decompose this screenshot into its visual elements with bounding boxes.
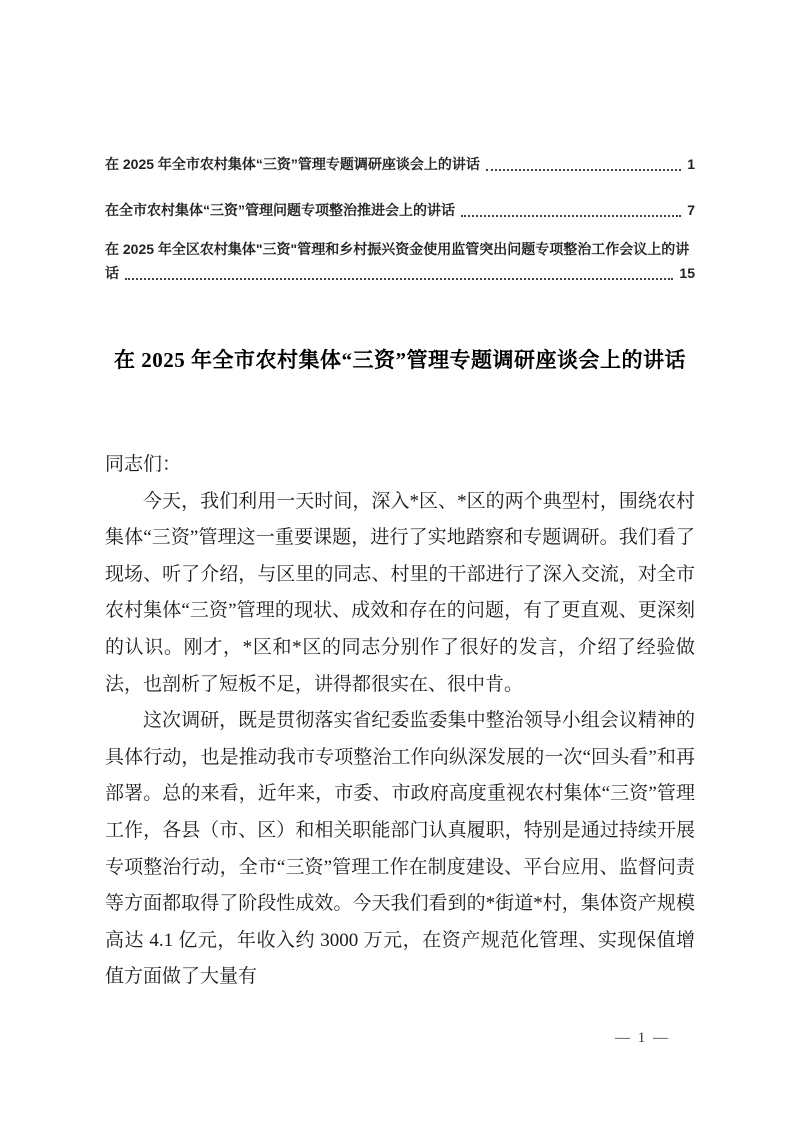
toc-page-number: 7 (687, 202, 695, 218)
article-title: 在 2025 年全市农村集体“三资”管理专题调研座谈会上的讲话 (114, 348, 686, 372)
paragraph-2: 这次调研，既是贯彻落实省纪委监委集中整治领导小组会议精神的具体行动，也是推动我市专项整治工作向纵深发展的一次“回头看”和再部署。总的来看，近年来，市委、市政府高度重视农村集体“三资”管理工作，各县（市、区）和相关职能部门认真履职，特别是通过持续开展专项整治行动，全市“三资”管理工作在制度建设、平台应用、监督问责等方面都取得了阶段性成效。今天我们看到的*街道*村，集体资产规模高达 4.1 亿元，年收入约 3000 万元，在资产规范化管理、实现保值增值方面做了大量有 (105, 710, 695, 988)
toc-page-number: 15 (679, 265, 695, 281)
toc-entry-3 (105, 237, 695, 285)
article-body (105, 447, 695, 996)
table-of-contents (105, 152, 695, 285)
toc-entry-title: 在全市农村集体“三资”管理问题专项整治推进会上的讲话 (105, 202, 455, 218)
toc-entry-title-line-1: 在 2025 年全区农村集体"三资"管理和乡村振兴资金使用监管突出问题专项整治工作会议上的讲 (105, 241, 690, 257)
toc-leader-dots (125, 278, 673, 280)
toc-entry-2 (105, 198, 695, 222)
toc-leader-dots (486, 169, 681, 171)
salutation: 同志们： (105, 454, 182, 475)
toc-entry-title-continuation: 话 (105, 265, 119, 281)
toc-page-number: 1 (687, 156, 695, 172)
toc-entry-1 (105, 152, 695, 176)
paragraph-1: 今天，我们利用一天时间，深入*区、*区的两个典型村，围绕农村集体“三资”管理这一重要课题，进行了实地踏察和专题调研。我们看了现场、听了介绍，与区里的同志、村里的干部进行了深入交流，对全市农村集体“三资”管理的现状、成效和存在的问题，有了更直观、更深刻的认识。刚才，*区和*区的同志分别作了很好的发言，介绍了经验做法，也剖析了短板不足，讲得都很实在、很中肯。 (105, 490, 695, 695)
toc-entry-title: 在 2025 年全市农村集体“三资”管理专题调研座谈会上的讲话 (105, 156, 480, 172)
toc-entry-title-line-2 (105, 261, 695, 285)
toc-leader-dots (461, 215, 681, 217)
footer-page-number: — 1 — (615, 1030, 670, 1046)
